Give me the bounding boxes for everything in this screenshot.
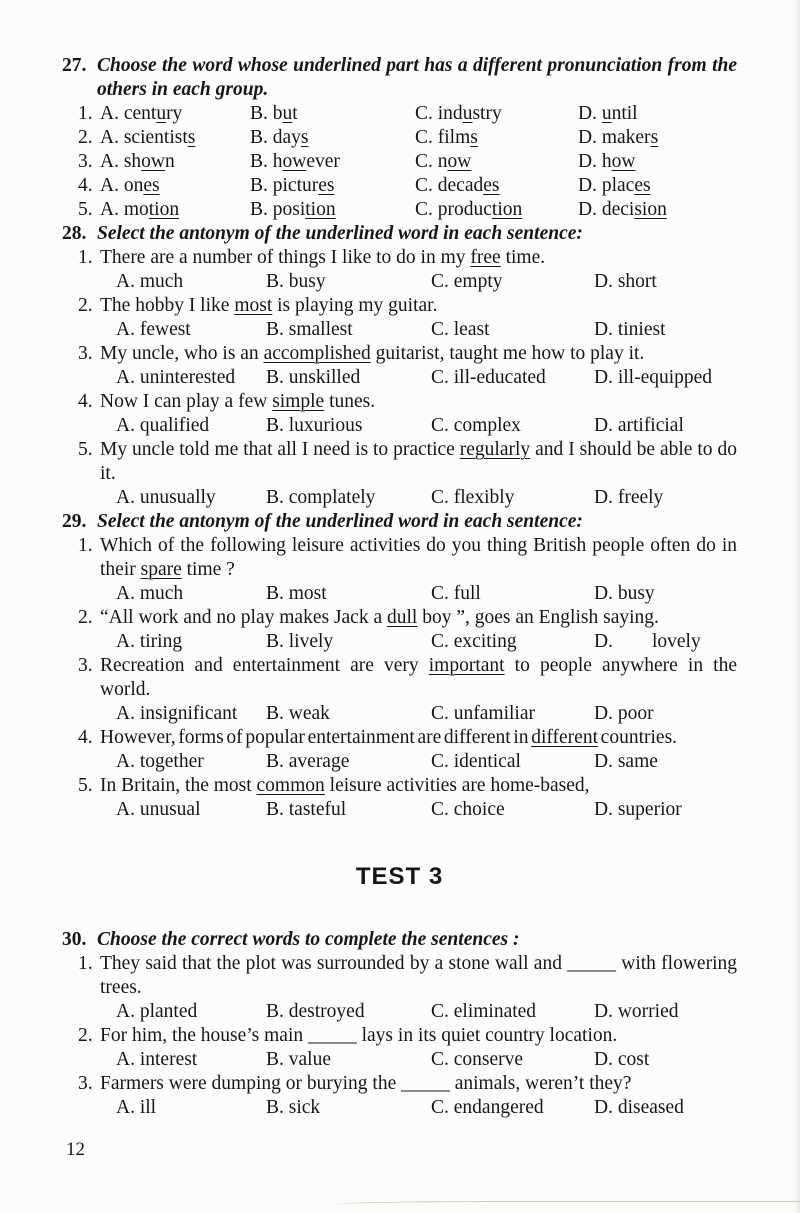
option-d: D. diseased (594, 1097, 684, 1118)
item-number: 2. (78, 127, 93, 148)
q29-item-1 (78, 534, 737, 606)
option-a: A. unusually (116, 487, 216, 508)
sentence-stem (78, 534, 737, 582)
question-30-number: 30. (62, 929, 87, 950)
options-row (116, 414, 737, 438)
item-number: 3. (78, 1073, 93, 1094)
q28-item-5 (78, 438, 737, 510)
option-b: B. however (250, 151, 340, 172)
option-a: A. much (116, 271, 184, 292)
option-d: D. same (594, 751, 658, 772)
option-d: D. poor (594, 703, 654, 724)
option-a: A. insignificant (116, 703, 238, 724)
option-a: A. century (100, 103, 183, 124)
option-c: C. films (415, 127, 478, 148)
q27-row-2 (78, 126, 737, 150)
option-c: C. production (415, 199, 523, 220)
options-row (116, 798, 737, 822)
options-row (116, 270, 737, 294)
sentence-text: They said that the plot was surrounded by a stone wall and _____ with flowering trees. (100, 953, 737, 998)
option-b: B. lively (266, 631, 334, 652)
option-a: A. together (116, 751, 204, 772)
q30-item-2 (78, 1024, 737, 1072)
test-3-heading: TEST 3 (355, 863, 444, 890)
scan-curl-artifact (336, 1201, 800, 1208)
options-row (116, 1096, 737, 1120)
option-c: C. ill-educated (431, 367, 546, 388)
options-row (116, 750, 737, 774)
option-b: B. tasteful (266, 799, 347, 820)
option-b: B. average (266, 751, 350, 772)
sentence-stem (78, 438, 737, 486)
option-c: C. empty (431, 271, 503, 292)
item-number: 3. (78, 343, 93, 364)
q27-row-5 (78, 198, 737, 222)
option-d: D. lovely (594, 631, 701, 652)
question-27-title: Choose the word whose underlined part has a different pronunciation from the others in each group. (97, 55, 737, 100)
option-c: C. choice (431, 799, 505, 820)
option-c: C. unfamiliar (431, 703, 535, 724)
options-row (116, 1000, 737, 1024)
option-b: B. value (266, 1049, 331, 1070)
option-b: B. destroyed (266, 1001, 365, 1022)
option-c: C. full (431, 583, 481, 604)
options-row (116, 702, 737, 726)
option-a: A. ill (116, 1097, 157, 1118)
options-row (116, 486, 737, 510)
q27-row-3 (78, 150, 737, 174)
question-29-number: 29. (62, 511, 87, 532)
option-a: A. planted (116, 1001, 198, 1022)
item-number: 5. (78, 199, 93, 220)
option-b: B. unskilled (266, 367, 361, 388)
option-a: A. tiring (116, 631, 183, 652)
item-number: 5. (78, 775, 93, 796)
question-30-heading (62, 928, 737, 952)
q29-item-2 (78, 606, 737, 654)
option-d: D. places (578, 175, 651, 196)
option-d: D. until (578, 103, 638, 124)
item-number: 3. (78, 655, 93, 676)
option-d: D. superior (594, 799, 682, 820)
options-row (116, 1048, 737, 1072)
options-row (116, 366, 737, 390)
option-b: B. smallest (266, 319, 353, 340)
option-b: B. weak (266, 703, 330, 724)
option-d: D. worried (594, 1001, 679, 1022)
question-29-heading (62, 510, 737, 534)
sentence-text: Recreation and entertainment are very important to people anywhere in the world. (100, 655, 737, 700)
item-number: 1. (78, 247, 93, 268)
sentence-stem (78, 390, 737, 414)
option-d: D. decision (578, 199, 667, 220)
option-b: B. position (250, 199, 336, 220)
question-28-number: 28. (62, 223, 87, 244)
option-a: A. much (116, 583, 184, 604)
sentence-text: Which of the following leisure activities do you thing British people often do in their spare time ? (100, 535, 737, 580)
question-28-heading (62, 222, 737, 246)
q29-item-5 (78, 774, 737, 822)
option-d: D. freely (594, 487, 664, 508)
sentence-text: Now I can play a few simple tunes. (100, 391, 376, 412)
item-number: 2. (78, 1025, 93, 1046)
sentence-stem (78, 774, 737, 798)
sentence-stem (78, 1024, 737, 1048)
option-c: C. exciting (431, 631, 517, 652)
q28-item-1 (78, 246, 737, 294)
item-number: 4. (78, 727, 93, 748)
option-c: C. least (431, 319, 490, 340)
question-30-title: Choose the correct words to complete the sentences : (97, 929, 520, 950)
sentence-stem (78, 726, 737, 750)
item-number: 2. (78, 295, 93, 316)
option-b: B. busy (266, 271, 326, 292)
option-a: A. shown (100, 151, 175, 172)
option-d: D. short (594, 271, 657, 292)
q28-item-2 (78, 294, 737, 342)
option-c: C. industry (415, 103, 502, 124)
option-a: A. fewest (116, 319, 191, 340)
option-c: C. complex (431, 415, 521, 436)
option-a: A. unusual (116, 799, 201, 820)
question-27-heading (62, 54, 737, 102)
sentence-text: There are a number of things I like to do in my free time. (100, 247, 546, 268)
q28-item-3 (78, 342, 737, 390)
option-d: D. busy (594, 583, 655, 604)
option-c: C. eliminated (431, 1001, 537, 1022)
sentence-stem (78, 606, 737, 630)
option-b: B. luxurious (266, 415, 363, 436)
option-c: C. decades (415, 175, 500, 196)
q29-item-3 (78, 654, 737, 726)
option-b: B. complately (266, 487, 376, 508)
option-d: D. cost (594, 1049, 650, 1070)
q27-row-4 (78, 174, 737, 198)
option-d: D. how (578, 151, 636, 172)
options-row (116, 582, 737, 606)
options-row (116, 318, 737, 342)
question-28-title: Select the antonym of the underlined word in each sentence: (97, 223, 583, 244)
option-a: A. interest (116, 1049, 198, 1070)
sentence-stem (78, 342, 737, 366)
sentence-stem (78, 294, 737, 318)
sentence-text: For him, the house’s main _____ lays in its quiet country location. (100, 1025, 618, 1046)
sentence-stem (78, 1072, 737, 1096)
sentence-stem (78, 246, 737, 270)
option-a: A. uninterested (116, 367, 236, 388)
sentence-stem (78, 952, 737, 1000)
option-c: C. endangered (431, 1097, 544, 1118)
item-number: 5. (78, 439, 93, 460)
sentence-text: “All work and no play makes Jack a dull boy ”, goes an English saying. (100, 607, 659, 628)
option-a: A. qualified (116, 415, 210, 436)
q28-item-4 (78, 390, 737, 438)
question-29-title: Select the antonym of the underlined word in each sentence: (97, 511, 583, 532)
option-d: D. makers (578, 127, 659, 148)
q30-item-1 (78, 952, 737, 1024)
sentence-stem (78, 654, 737, 702)
item-number: 2. (78, 607, 93, 628)
option-b: B. but (250, 103, 298, 124)
item-number: 1. (78, 953, 93, 974)
page-number: 12 (66, 1139, 85, 1160)
option-c: C. identical (431, 751, 521, 772)
option-a: A. ones (100, 175, 160, 196)
option-d: D. tiniest (594, 319, 666, 340)
q27-row-1 (78, 102, 737, 126)
item-number: 1. (78, 103, 93, 124)
option-a: A. motion (100, 199, 180, 220)
item-number: 4. (78, 391, 93, 412)
q29-item-4 (78, 726, 737, 774)
question-27-number: 27. (62, 55, 87, 76)
item-number: 4. (78, 175, 93, 196)
option-c: C. flexibly (431, 487, 515, 508)
sentence-text: Farmers were dumping or burying the _____ animals, weren’t they? (100, 1073, 632, 1094)
option-b: B. days (250, 127, 309, 148)
sentence-text: My uncle, who is an accomplished guitarist, taught me how to play it. (100, 343, 645, 364)
option-b: B. sick (266, 1097, 321, 1118)
sentence-text: My uncle told me that all I need is to practice regularly and I should be able to do it. (100, 439, 737, 484)
options-row (116, 630, 737, 654)
option-d: D. ill-equipped (594, 367, 713, 388)
option-c: C. now (415, 151, 472, 172)
option-d: D. artificial (594, 415, 684, 436)
option-a: A. scientists (100, 127, 196, 148)
option-c: C. conserve (431, 1049, 524, 1070)
option-b: B. pictures (250, 175, 335, 196)
option-b: B. most (266, 583, 327, 604)
item-number: 3. (78, 151, 93, 172)
sentence-text: In Britain, the most common leisure activities are home-based, (100, 775, 590, 796)
q30-item-3 (78, 1072, 737, 1120)
item-number: 1. (78, 535, 93, 556)
sentence-text: However, forms of popular entertainment are different in different countries. (100, 727, 678, 748)
sentence-text: The hobby I like most is playing my guitar. (100, 295, 438, 316)
